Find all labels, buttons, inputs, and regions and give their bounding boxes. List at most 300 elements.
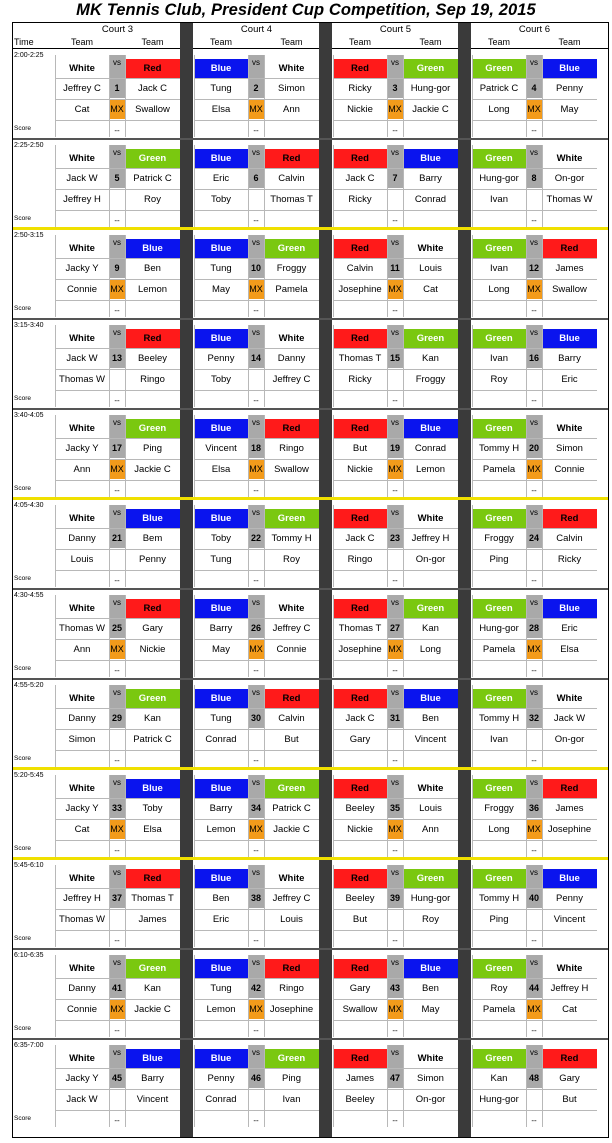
match-number: 35 xyxy=(387,799,403,818)
grid-line xyxy=(194,390,319,391)
grid-line xyxy=(387,595,388,677)
grid-line xyxy=(248,775,249,857)
grid-line xyxy=(109,235,110,317)
team-header-right: Team xyxy=(141,37,164,47)
player-name: On-gor xyxy=(415,1094,446,1105)
grid-line xyxy=(55,168,180,169)
player-name: Long xyxy=(488,104,510,115)
team-color-cell: White xyxy=(55,1049,109,1068)
grid-line xyxy=(55,729,180,730)
player-name: Gary xyxy=(559,1073,580,1084)
player-name: Kan xyxy=(490,1073,508,1084)
team-color-cell: Red xyxy=(333,959,387,978)
grid-line xyxy=(403,145,404,227)
team-color-cell: White xyxy=(403,239,458,258)
grid-line xyxy=(333,55,334,137)
player-name: Ringo xyxy=(279,443,304,454)
player-name: Ann xyxy=(422,824,439,835)
player-name: Calvin xyxy=(278,713,305,724)
team-color-cell: Blue xyxy=(542,599,597,618)
mixed-doubles-marker: MX xyxy=(526,280,542,299)
schedule-table xyxy=(12,22,609,1138)
mixed-doubles-marker: MX xyxy=(109,100,125,119)
grid-line xyxy=(526,775,527,857)
grid-line xyxy=(333,909,458,910)
grid-line xyxy=(526,1045,527,1127)
team-color-cell: Red xyxy=(264,689,319,708)
time-slot-label: 3:40-4:05 xyxy=(14,412,44,419)
grid-line xyxy=(55,570,180,571)
page-title: MK Tennis Club, President Cup Competition, Sep 19, 2015 xyxy=(76,1,536,19)
team-color-cell: Blue xyxy=(125,1049,180,1068)
player-name: Pamela xyxy=(482,464,516,475)
grid-line xyxy=(264,235,265,317)
player-name: Jeffrey H xyxy=(411,533,450,544)
time-slot xyxy=(13,409,608,499)
player-name: Froggy xyxy=(415,374,446,385)
player-name: Ann xyxy=(73,464,91,475)
team-color-cell: White xyxy=(55,779,109,798)
score-separator: -- xyxy=(114,1116,120,1125)
player-name: Tommy H xyxy=(478,443,520,454)
team-color-cell: Red xyxy=(125,869,180,888)
team-color-cell: Red xyxy=(333,239,387,258)
player-name: Pamela xyxy=(275,284,308,295)
player-name: Ivan xyxy=(490,734,508,745)
player-name: Penny xyxy=(556,83,583,94)
blank-cell xyxy=(526,550,542,569)
team-color-cell: White xyxy=(55,59,109,78)
score-separator: -- xyxy=(253,936,259,945)
vs-marker: vs xyxy=(109,685,125,708)
grid-line xyxy=(55,189,180,190)
grid-line xyxy=(194,999,319,1000)
team-color-cell: Blue xyxy=(194,959,248,978)
grid-line xyxy=(194,78,319,79)
team-color-cell: Green xyxy=(472,59,526,78)
player-name: Danny xyxy=(68,983,96,994)
blank-cell xyxy=(248,1090,264,1109)
vs-marker: vs xyxy=(109,235,125,258)
grid-line xyxy=(194,729,319,730)
grid-line xyxy=(55,369,180,370)
player-name: Hung-gor xyxy=(479,623,519,634)
player-name: Barry xyxy=(558,353,581,364)
player-name: Froggy xyxy=(276,263,307,274)
team-color-cell: White xyxy=(403,1049,458,1068)
grid-line xyxy=(333,325,334,407)
player-name: Tung xyxy=(210,554,232,565)
grid-line xyxy=(333,618,458,619)
grid-line xyxy=(55,798,180,799)
grid-line xyxy=(472,618,597,619)
player-name: Tommy H xyxy=(478,713,520,724)
grid-line xyxy=(333,528,458,529)
player-name: Kan xyxy=(422,623,439,634)
score-separator: -- xyxy=(531,1026,537,1035)
score-separator: -- xyxy=(253,756,259,765)
player-name: Beeley xyxy=(345,1094,375,1105)
blank-cell xyxy=(109,730,125,749)
grid-line xyxy=(526,325,527,407)
grid-line xyxy=(248,1045,249,1127)
time-slot xyxy=(13,229,608,319)
grid-line xyxy=(109,595,110,677)
vs-marker: vs xyxy=(248,1045,264,1068)
grid-line xyxy=(194,369,319,370)
vs-marker: vs xyxy=(387,55,403,78)
grid-line xyxy=(248,145,249,227)
vs-marker: vs xyxy=(387,1045,403,1068)
grid-line xyxy=(333,978,458,979)
grid-line xyxy=(472,369,597,370)
grid-line xyxy=(55,888,180,889)
player-name: Ivan xyxy=(490,194,508,205)
player-name: Jeffrey C xyxy=(63,83,101,94)
score-separator: -- xyxy=(114,576,120,585)
blank-cell xyxy=(526,910,542,929)
grid-line xyxy=(264,415,265,497)
score-separator: -- xyxy=(392,486,398,495)
grid-line xyxy=(248,235,249,317)
score-separator: -- xyxy=(531,216,537,225)
team-color-cell: Green xyxy=(125,419,180,438)
team-color-cell: Red xyxy=(333,599,387,618)
grid-line xyxy=(125,775,126,857)
team-color-cell: Green xyxy=(472,419,526,438)
grid-line xyxy=(472,210,597,211)
time-slot xyxy=(13,859,608,949)
grid-line xyxy=(403,955,404,1037)
player-name: Connie xyxy=(66,284,98,295)
grid-line xyxy=(472,235,473,317)
vs-marker: vs xyxy=(387,145,403,168)
grid-line xyxy=(333,775,334,857)
grid-line xyxy=(472,55,473,137)
vs-marker: vs xyxy=(109,865,125,888)
grid-line xyxy=(248,685,249,767)
player-name: Jackie C xyxy=(412,104,449,115)
player-name: Danny xyxy=(277,353,306,364)
grid-line xyxy=(55,840,180,841)
team-color-cell: Blue xyxy=(125,779,180,798)
grid-line xyxy=(333,750,458,751)
player-name: But xyxy=(352,443,368,454)
blank-cell xyxy=(248,910,264,929)
mixed-doubles-marker: MX xyxy=(109,820,125,839)
grid-line xyxy=(472,865,473,947)
score-separator: -- xyxy=(392,936,398,945)
time-slot xyxy=(13,1039,608,1129)
player-name: Beeley xyxy=(137,353,168,364)
grid-line xyxy=(194,978,319,979)
player-name: Simon xyxy=(417,1073,444,1084)
grid-line xyxy=(526,235,527,317)
vs-marker: vs xyxy=(109,325,125,348)
team-color-cell: White xyxy=(55,329,109,348)
grid-line xyxy=(472,145,473,227)
grid-line xyxy=(333,78,458,79)
team-color-cell: White xyxy=(264,869,319,888)
player-name: Connie xyxy=(276,644,307,655)
team-color-cell: Green xyxy=(472,959,526,978)
grid-line xyxy=(542,775,543,857)
team-color-cell: Red xyxy=(333,419,387,438)
grid-line xyxy=(109,955,110,1037)
grid-line xyxy=(333,99,458,100)
match-number: 26 xyxy=(248,619,264,638)
grid-line xyxy=(472,999,597,1000)
match-number: 38 xyxy=(248,889,264,908)
player-name: Thomas T xyxy=(338,353,382,364)
grid-line xyxy=(472,325,473,407)
time-slot xyxy=(13,319,608,409)
player-name: Hung-gor xyxy=(410,83,451,94)
match-number: 27 xyxy=(387,619,403,638)
grid-line xyxy=(526,55,527,137)
player-name: Penny xyxy=(207,1073,235,1084)
grid-line xyxy=(472,505,473,587)
player-name: Long xyxy=(488,284,510,295)
match-number: 19 xyxy=(387,439,403,458)
vs-marker: vs xyxy=(248,415,264,438)
grid-line xyxy=(55,930,180,931)
grid-line xyxy=(333,145,334,227)
score-label: Score xyxy=(14,395,31,402)
grid-line xyxy=(248,55,249,137)
grid-line xyxy=(526,505,527,587)
player-name: Tommy H xyxy=(271,533,312,544)
grid-line xyxy=(55,909,180,910)
player-name: Thomas W xyxy=(59,623,105,634)
player-name: Vincent xyxy=(205,443,237,454)
player-name: Ping xyxy=(489,914,509,925)
team-color-cell: Green xyxy=(472,1049,526,1068)
grid-line xyxy=(264,955,265,1037)
grid-line xyxy=(403,865,404,947)
match-number: 48 xyxy=(526,1069,542,1088)
player-name: Roy xyxy=(490,374,508,385)
score-label: Score xyxy=(14,665,31,672)
grid-line xyxy=(264,685,265,767)
time-slot xyxy=(13,589,608,679)
team-color-cell: Red xyxy=(264,419,319,438)
grid-line xyxy=(472,279,597,280)
grid-line xyxy=(55,865,56,947)
player-name: Ricky xyxy=(348,194,372,205)
blank-cell xyxy=(248,550,264,569)
vs-marker: vs xyxy=(526,865,542,888)
player-name: Jack C xyxy=(345,173,375,184)
score-separator: -- xyxy=(114,396,120,405)
player-name: May xyxy=(421,1004,440,1015)
team-color-cell: White xyxy=(403,779,458,798)
grid-line xyxy=(333,390,458,391)
team-color-cell: Green xyxy=(403,329,458,348)
grid-line xyxy=(194,909,319,910)
grid-line xyxy=(125,505,126,587)
grid-line xyxy=(55,955,56,1037)
time-slot-label: 5:20-5:45 xyxy=(14,772,44,779)
mixed-doubles-marker: MX xyxy=(526,100,542,119)
grid-line xyxy=(55,348,180,349)
player-name: Cat xyxy=(74,104,90,115)
player-name: Josephine xyxy=(269,1004,314,1015)
grid-line xyxy=(194,708,319,709)
grid-line xyxy=(194,505,195,587)
player-name: Ben xyxy=(212,893,230,904)
team-color-cell: Red xyxy=(333,1049,387,1068)
player-name: Vincent xyxy=(553,914,586,925)
grid-line xyxy=(125,1045,126,1127)
grid-line xyxy=(248,325,249,407)
vs-marker: vs xyxy=(248,235,264,258)
grid-line xyxy=(403,415,404,497)
vs-marker: vs xyxy=(526,505,542,528)
grid-line xyxy=(542,685,543,767)
score-label: Score xyxy=(14,125,31,132)
team-header-right: Team xyxy=(558,37,581,47)
player-name: James xyxy=(555,263,584,274)
player-name: Danny xyxy=(68,713,96,724)
grid-line xyxy=(333,595,334,677)
grid-line xyxy=(194,279,319,280)
team-color-cell: Red xyxy=(333,869,387,888)
grid-line xyxy=(55,660,180,661)
player-name: Conrad xyxy=(414,443,447,454)
vs-marker: vs xyxy=(387,775,403,798)
match-number: 8 xyxy=(526,169,542,188)
player-name: Patrick C xyxy=(133,734,172,745)
team-color-cell: Blue xyxy=(194,689,248,708)
vs-marker: vs xyxy=(109,415,125,438)
match-number: 14 xyxy=(248,349,264,368)
player-name: Roy xyxy=(283,554,300,565)
player-name: Barry xyxy=(141,1073,164,1084)
grid-line xyxy=(248,505,249,587)
match-number: 24 xyxy=(526,529,542,548)
vs-marker: vs xyxy=(248,145,264,168)
time-slot xyxy=(13,679,608,769)
score-separator: -- xyxy=(114,936,120,945)
player-name: Connie xyxy=(66,1004,98,1015)
match-number: 37 xyxy=(109,889,125,908)
team-color-cell: White xyxy=(55,869,109,888)
score-separator: -- xyxy=(392,846,398,855)
score-separator: -- xyxy=(253,216,259,225)
time-slot-label: 4:55-5:20 xyxy=(14,682,44,689)
team-color-cell: Green xyxy=(264,509,319,528)
match-number: 47 xyxy=(387,1069,403,1088)
grid-line xyxy=(472,930,597,931)
player-name: Toby xyxy=(210,374,232,385)
vs-marker: vs xyxy=(248,55,264,78)
grid-line xyxy=(194,639,319,640)
vs-marker: vs xyxy=(526,55,542,78)
team-color-cell: Green xyxy=(264,239,319,258)
grid-line xyxy=(194,258,319,259)
schedule-header xyxy=(13,23,608,49)
player-name: Roy xyxy=(490,983,508,994)
grid-line xyxy=(472,660,597,661)
player-name: Beeley xyxy=(345,893,375,904)
player-name: Penny xyxy=(139,554,166,565)
grid-line xyxy=(387,865,388,947)
match-number: 17 xyxy=(109,439,125,458)
grid-line xyxy=(248,415,249,497)
time-slot-label: 2:25-2:50 xyxy=(14,142,44,149)
grid-line xyxy=(194,325,195,407)
player-name: Hung-gor xyxy=(479,173,519,184)
player-name: Hung-gor xyxy=(479,1094,519,1105)
grid-line xyxy=(194,819,319,820)
player-name: Ivan xyxy=(490,353,508,364)
grid-line xyxy=(333,505,334,587)
team-color-cell: Blue xyxy=(542,329,597,348)
player-name: Jeffrey H xyxy=(550,983,589,994)
player-name: Simon xyxy=(278,83,305,94)
player-name: Vincent xyxy=(414,734,447,745)
grid-line xyxy=(55,390,180,391)
vs-marker: vs xyxy=(387,595,403,618)
team-color-cell: Green xyxy=(264,779,319,798)
match-number: 1 xyxy=(109,79,125,98)
team-color-cell: Red xyxy=(333,329,387,348)
grid-line xyxy=(472,909,597,910)
blank-cell xyxy=(109,1090,125,1109)
grid-line xyxy=(264,55,265,137)
player-name: Ping xyxy=(281,1073,301,1084)
team-color-cell: Blue xyxy=(125,509,180,528)
player-name: Ringo xyxy=(279,983,304,994)
player-name: Elsa xyxy=(211,104,231,115)
player-name: Tung xyxy=(210,983,232,994)
grid-line xyxy=(194,300,319,301)
player-name: Gary xyxy=(349,734,371,745)
team-color-cell: White xyxy=(403,509,458,528)
grid-line xyxy=(55,1110,180,1111)
score-separator: -- xyxy=(253,126,259,135)
score-label: Score xyxy=(14,485,31,492)
grid-line xyxy=(109,685,110,767)
player-name: Jacky Y xyxy=(65,803,99,814)
grid-line xyxy=(333,840,458,841)
blank-cell xyxy=(387,190,403,209)
vs-marker: vs xyxy=(387,505,403,528)
grid-line xyxy=(264,325,265,407)
time-slot xyxy=(13,49,608,139)
grid-line xyxy=(387,775,388,857)
vs-marker: vs xyxy=(248,865,264,888)
mixed-doubles-marker: MX xyxy=(526,460,542,479)
team-color-cell: Green xyxy=(472,599,526,618)
player-name: Ivan xyxy=(282,1094,301,1105)
match-number: 34 xyxy=(248,799,264,818)
score-label: Score xyxy=(14,1115,31,1122)
player-name: Long xyxy=(488,824,510,835)
grid-line xyxy=(472,1045,473,1127)
score-separator: -- xyxy=(531,126,537,135)
vs-marker: vs xyxy=(526,325,542,348)
player-name: Eric xyxy=(561,623,578,634)
player-name: Swallow xyxy=(135,104,170,115)
vs-marker: vs xyxy=(248,775,264,798)
court-name-3: Court 3 xyxy=(101,24,134,35)
team-color-cell: White xyxy=(55,959,109,978)
vs-marker: vs xyxy=(109,955,125,978)
player-name: Calvin xyxy=(556,533,583,544)
match-number: 11 xyxy=(387,259,403,278)
